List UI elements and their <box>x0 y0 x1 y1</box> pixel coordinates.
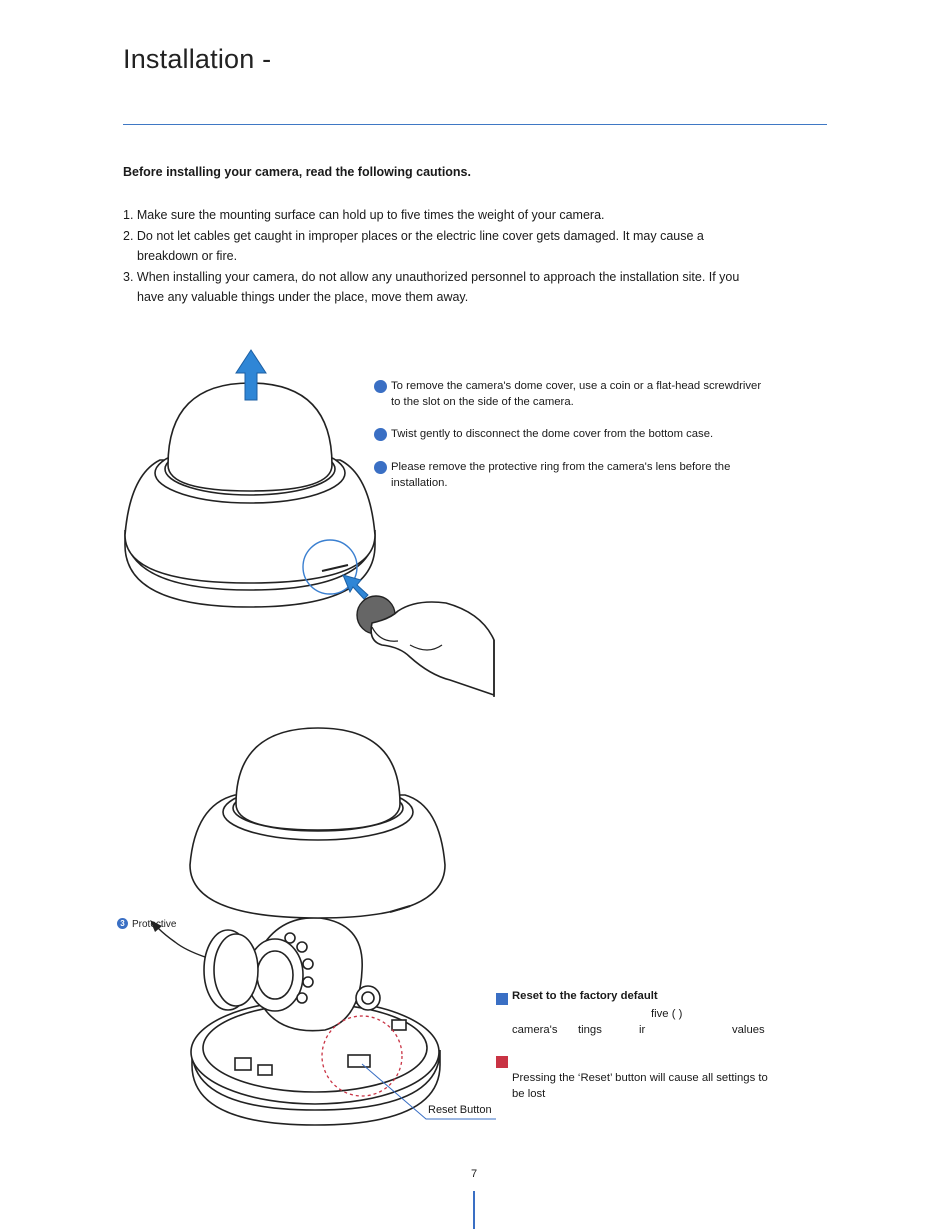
reset-warning-text: Pressing the ‘Reset’ button will cause all settings to be lost <box>512 1072 768 1100</box>
protective-label-text: Protective <box>132 919 177 930</box>
note-info-icon <box>496 993 508 1005</box>
reset-text-fragment: ir <box>639 1024 646 1036</box>
step-3 <box>374 459 771 491</box>
title-divider <box>123 124 827 125</box>
page-number: 7 <box>471 1168 478 1180</box>
caution-item: 3. When installing your camera, do not allow any unauthorized personnel to approach the installation site. If you have any valuable things under the place, move them away. <box>123 269 740 304</box>
protective-ring-label <box>117 918 176 930</box>
step-number-badge: 3 <box>117 918 128 929</box>
step-bullet-icon <box>374 461 387 474</box>
step-1 <box>374 378 771 410</box>
reset-text-line1: five ( ) <box>651 1008 683 1020</box>
caution-item: 1. Make sure the mounting surface can hold up to five times the weight of your camera. <box>123 208 605 222</box>
reset-text-fragment: tings <box>578 1024 602 1036</box>
step-bullet-icon <box>374 380 387 393</box>
page-title: Installation - <box>123 44 272 74</box>
step-2 <box>374 426 771 442</box>
cautions-list <box>123 205 763 308</box>
step-bullet-icon <box>374 428 387 441</box>
reset-heading: Reset to the factory default <box>512 990 658 1002</box>
opened-camera-illustration <box>140 720 510 1130</box>
caution-item: 2. Do not let cables get caught in improper places or the electric line cover gets damaged. It may cause a breakdown or fire. <box>123 228 704 263</box>
page-number-bar <box>473 1191 475 1229</box>
reset-text-fragment: values <box>732 1024 765 1036</box>
cautions-heading: Before installing your camera, read the following cautions. <box>123 165 471 179</box>
reset-button-label: Reset Button <box>428 1104 492 1116</box>
step-text: To remove the camera's dome cover, use a coin or a flat-head screwdriver to the slot on the side of the camera. <box>391 380 762 408</box>
warning-icon <box>496 1056 508 1068</box>
step-text: Twist gently to disconnect the dome cover from the bottom case. <box>391 428 714 440</box>
step-text: Please remove the protective ring from the camera's lens before the installation. <box>391 461 731 489</box>
reset-text-fragment: camera's <box>512 1024 558 1036</box>
